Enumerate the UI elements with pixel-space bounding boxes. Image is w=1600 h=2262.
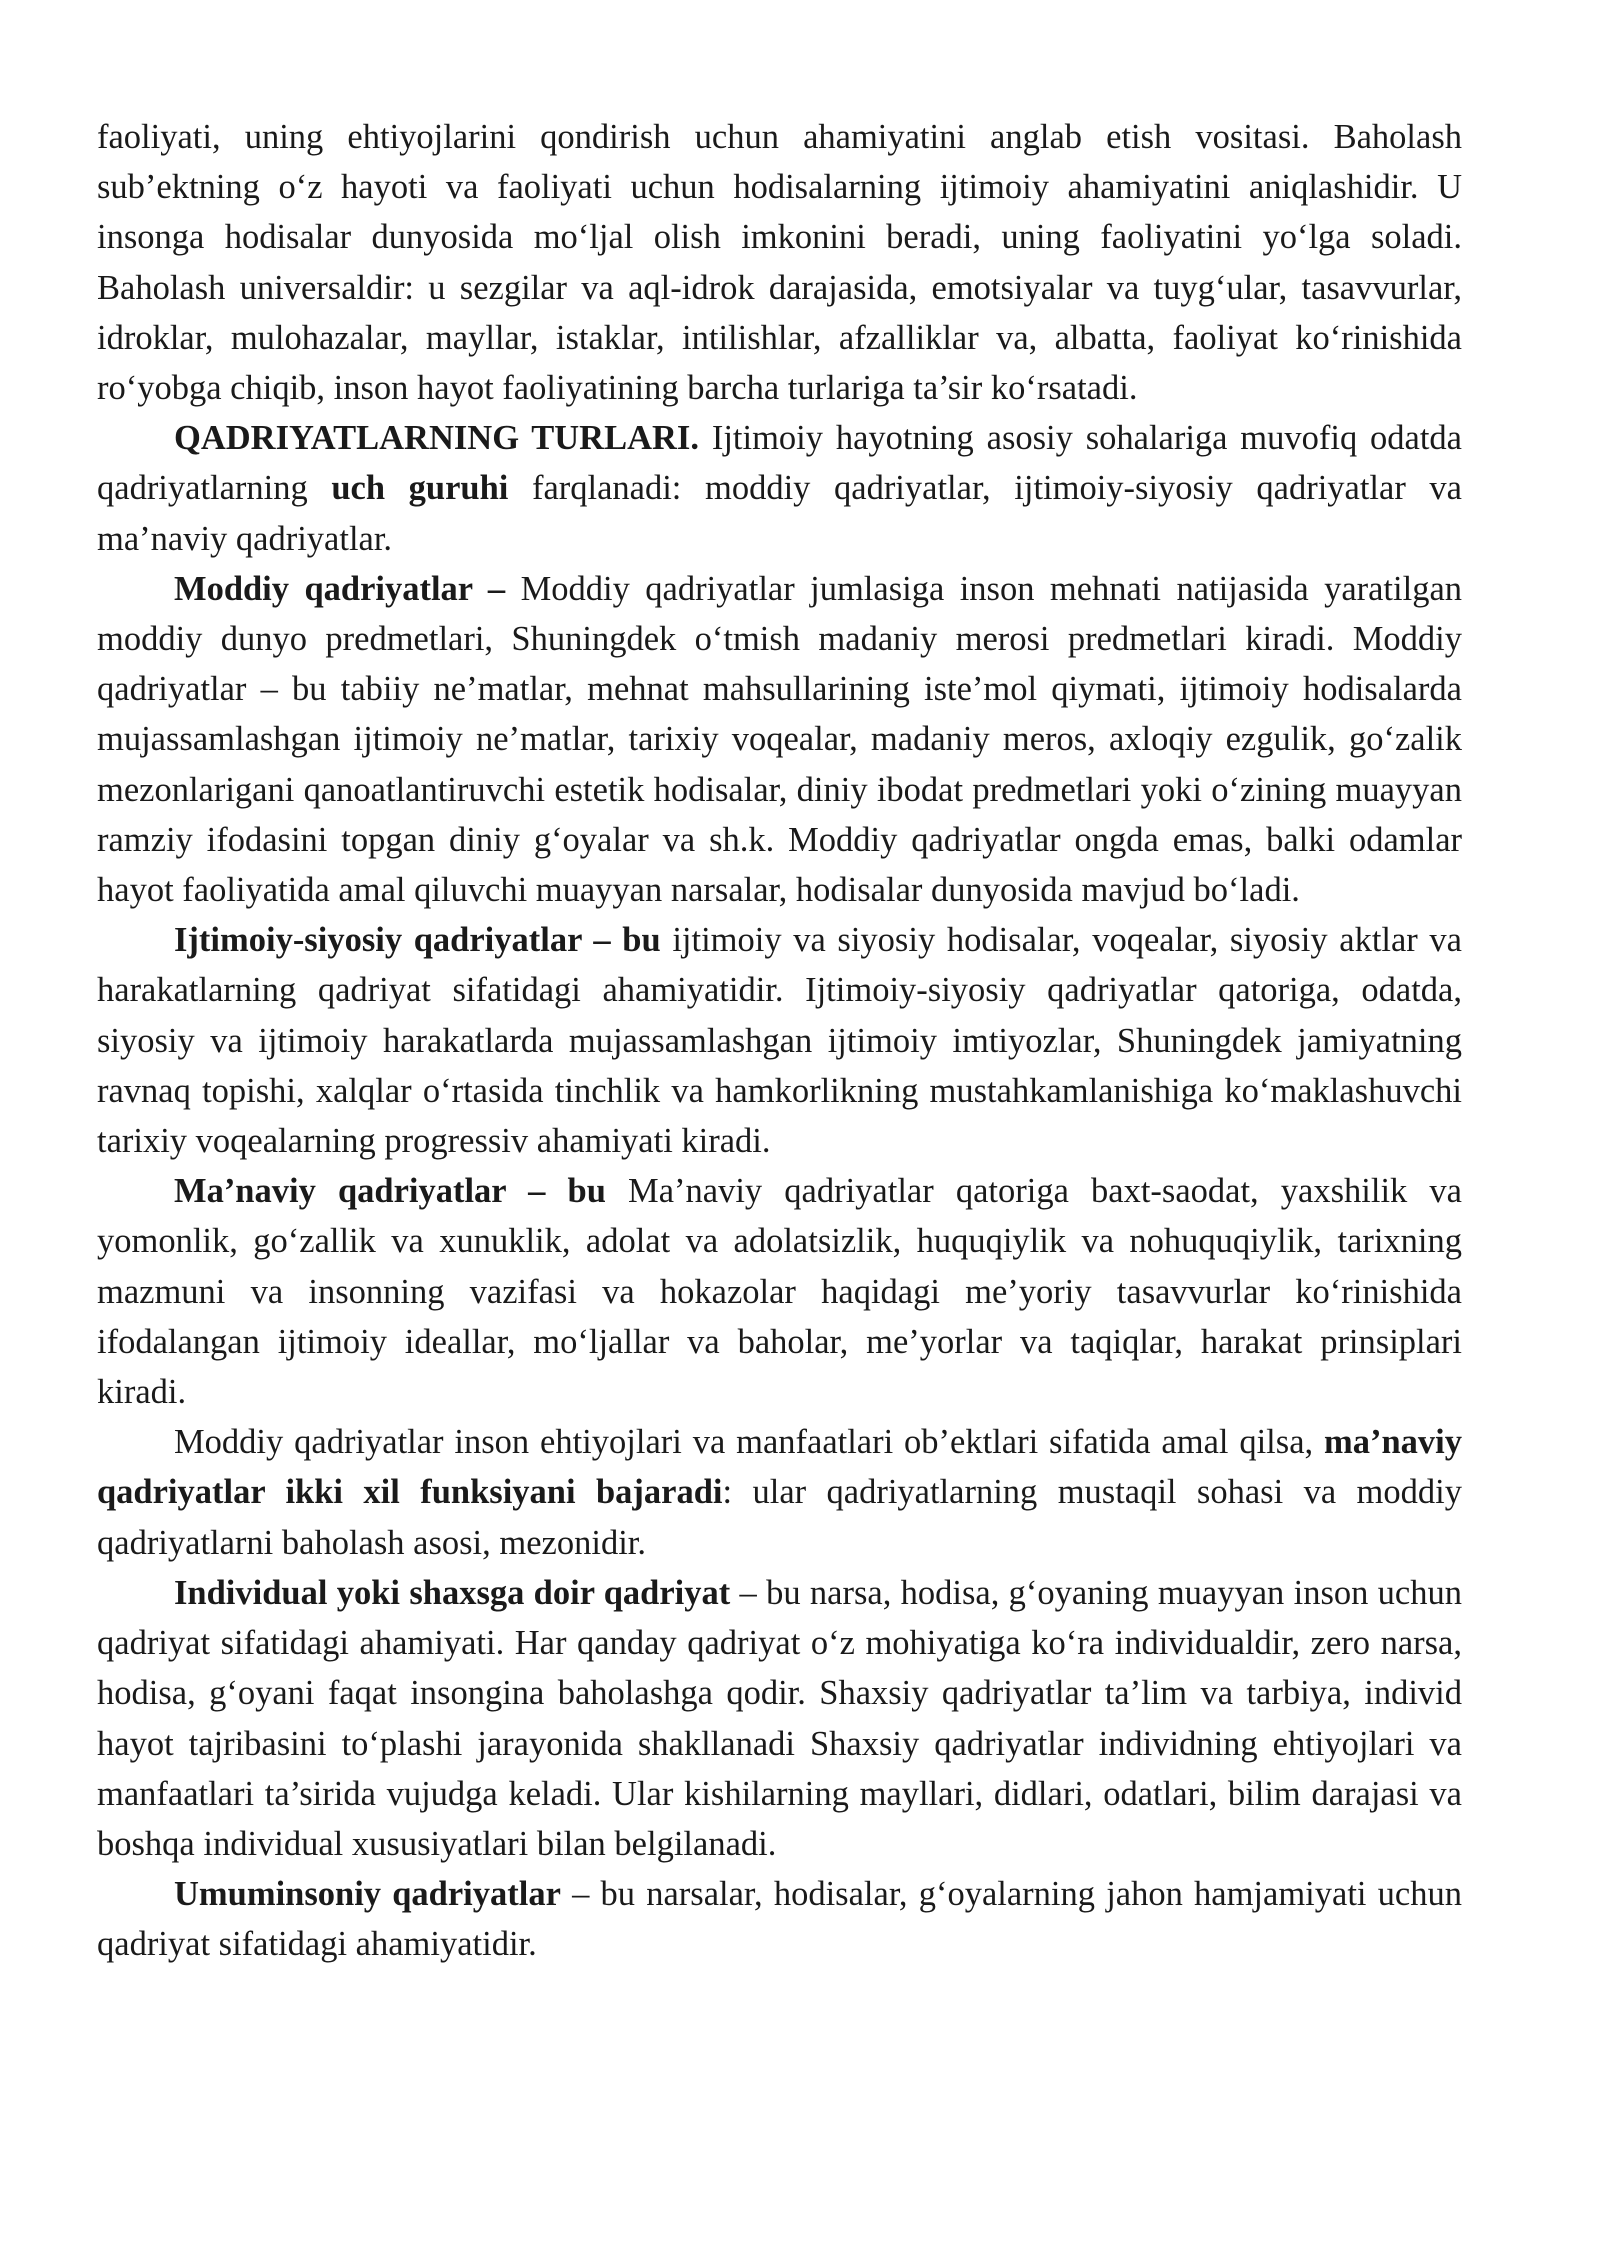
paragraph-text: – bu narsa, hodisa, g‘oyaning muayyan inson uchun qadriyat sifatidagi ahamiyati. Har qanday qadriyat o‘z mohiyatiga ko‘ra individualdir, zero narsa, hodisa, g‘oyani faqat insongina baholashga qodir. Shaxsiy qadriyatlar ta’lim va tarbiya, individ hayot tajribasini to‘plashi jarayonida shakllanadi Shaxsiy qadriyatlar individning ehtiyojlari va manfaatlari ta’sirida vujudga keladi. Ular kishilarning mayllari, didlari, odatlari, bilim darajasi va boshqa individual xususiyatlari bilan belgilanadi. — [97, 1573, 1462, 1863]
paragraph-text: ijtimoiy va siyosiy hodisalar, voqealar, siyosiy aktlar va harakatlarning qadriyat sifatidagi ahamiyatidir. Ijtimoiy-siyosiy qadriyatlar qatoriga, odatda, siyosiy va ijtimoiy harakatlarda mujassamlashgan ijtimoiy imtiyozlar, Shuningdek jamiyatning ravnaq topishi, xalqlar o‘rtasida tinchlik va hamkorlikning mustahkamlanishiga ko‘maklashuvchi tarixiy voqealarning progressiv ahamiyati kiradi. — [97, 921, 1462, 1161]
paragraph-text: Ma’naviy qadriyatlar qatoriga baxt-saodat, yaxshilik va yomonlik, go‘zallik va xunuklik, adolat va adolatsizlik, huquqiylik va nohuquqiylik, tarixning mazmuni va insonning vazifasi va hokazolar haqidagi me’yoriy tasavvurlar ko‘rinishida ifodalangan ijtimoiy ideallar, mo‘ljallar va baholar, me’yorlar va taqiqlar, harakat prinsiplari kiradi. — [97, 1172, 1462, 1412]
paragraph-text: Moddiy qadriyatlar jumlasiga inson mehnati natijasida yaratilgan moddiy dunyo predmetlari, Shuningdek o‘tmish madaniy merosi predmetlari kiradi. Moddiy qadriyatlar – bu tabiiy ne’matlar, mehnat mahsullarining iste’mol qiymati, ijtimoiy hodisalarda mujassamlashgan ijtimoiy ne’matlar, tarixiy voqealar, madaniy meros, axloqiy ezgulik, go‘zalik mezonlarigani qanoatlantiruvchi estetik hodisalar, diniy ibodat predmetlari yoki o‘zining muayyan ramziy ifodasini topgan diniy g‘oyalar va sh.k. Moddiy qadriyatlar ongda emas, balki odamlar hayot faoliyatida amal qiluvchi muayyan narsalar, hodisalar dunyosida mavjud bo‘ladi. — [97, 569, 1463, 910]
section-heading: QADRIYATLARNING TURLARI. — [174, 419, 699, 458]
document-page — [97, 112, 1462, 1970]
bold-term: Umuminsoniy qadriyatlar — [174, 1875, 561, 1914]
paragraph-umuminsoniy-qadriyatlar — [97, 1869, 1462, 1969]
paragraph-text: faoliyati, uning ehtiyojlarini qondirish uchun ahamiyatini anglab etish vositasi. Baholash sub’ektning o‘z hayoti va faoliyati uchun hodisalarning ijtimoiy ahamiyatini aniqlashidir. U insonga hodisalar dunyosida mo‘ljal olish imkonini beradi, uning faoliyatini yo‘lga soladi. Baholash universaldir: u sezgilar va aql-idrok darajasida, emotsiyalar va tuyg‘ular, tasavvurlar, idroklar, mulohazalar, mayllar, istaklar, intilishlar, afzalliklar va, albatta, faoliyat ko‘rinishida ro‘yobga chiqib, inson hayot faoliyatining barcha turlariga ta’sir ko‘rsatadi. — [97, 118, 1462, 408]
paragraph-text: farqlanadi: moddiy qadriyatlar, ijtimoiy-siyosiy qadriyatlar va ma’naviy qadriyatlar. — [97, 469, 1462, 558]
paragraph-text: Moddiy qadriyatlar inson ehtiyojlari va manfaatlari ob’ektlari sifatida amal qilsa, — [174, 1423, 1324, 1462]
paragraph-text: Ijtimoiy hayotning asosiy sohalariga muvofiq odatda qadriyatlarning — [97, 419, 1462, 508]
paragraph-manaviy-qadriyatlar — [97, 1166, 1462, 1417]
bold-term: Individual yoki shaxsga doir qadriyat — [174, 1573, 731, 1612]
paragraph-ijtimoiy-siyosiy — [97, 915, 1462, 1166]
paragraph-ikki-funksiya — [97, 1417, 1462, 1568]
paragraph-qadriyatlarning-turlari — [97, 413, 1462, 564]
bold-term: Ijtimoiy-siyosiy qadriyatlar – bu — [174, 921, 661, 960]
paragraph-moddiy-qadriyatlar — [97, 564, 1462, 915]
paragraph-individual-qadriyat — [97, 1568, 1462, 1869]
bold-term: Moddiy qadriyatlar – — [174, 569, 506, 608]
paragraph-text: – bu narsalar, hodisalar, g‘oyalarning jahon hamjamiyati uchun qadriyat sifatidagi ahamiyatidir. — [97, 1875, 1462, 1964]
bold-term: ma’naviy qadriyatlar ikki xil funksiyani bajaradi — [97, 1423, 1462, 1512]
paragraph-baholash — [97, 112, 1462, 413]
paragraph-text: : ular qadriyatlarning mustaqil sohasi va moddiy qadriyatlarni baholash asosi, mezonidir. — [97, 1473, 1462, 1562]
bold-term: Ma’naviy qadriyatlar – bu — [174, 1172, 606, 1211]
bold-term: uch guruhi — [331, 469, 509, 508]
